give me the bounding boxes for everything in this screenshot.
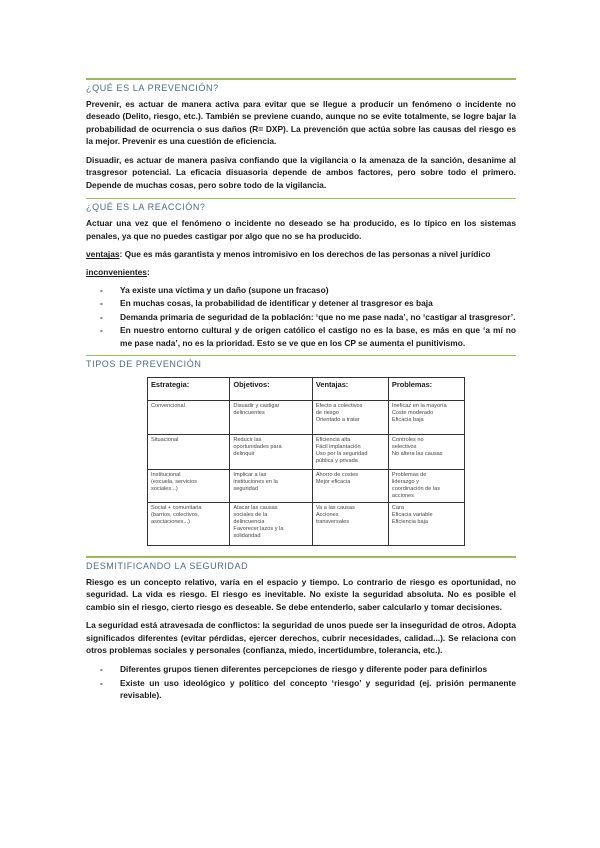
table-cell-line: Favorecer lazos y la (233, 526, 284, 532)
section-heading-reaccion: ¿QUÉ ES LA REACCIÓN? (86, 202, 206, 213)
section-rule (86, 78, 516, 80)
table-header: Ventajas: (312, 378, 388, 401)
prevention-types-table (147, 377, 465, 546)
table-cell-line: Reducir las (233, 437, 262, 443)
inconvenientes-list (86, 284, 516, 350)
table-cell (230, 435, 312, 470)
desmitificando-paragraph-1: Riesgo es un concepto relativo, varía en el espacio y tiempo. Lo contrario de riesgo es oportunidad, no seguridad. La vida es riesgo. El riesgo es inevitable. No existe la seguridad absoluta. No es posible el cambio sin el riesgo, cierto riesgo es deseable. Se debe entenderlo, saber calcularlo y tomar decisiones. (86, 576, 516, 612)
desmitificando-paragraph-2: La seguridad está atravesada de conflictos: la seguridad de unos puede ser la inseguridad de otros. Adopta significados diferentes (evitar pérdidas, ejercer derechos, cubrir necesidades, calidad...). Se relaciona con otros problemas sociales y personales (confianza, miedo, incertidumbre, tolerancia, etc.). (86, 620, 516, 656)
table-cell-line: asociaciones...) (151, 519, 190, 525)
ventajas-label: ventajas (86, 249, 120, 260)
table-cell-line: de riesgo (315, 410, 339, 416)
table-cell (148, 503, 230, 546)
table-cell-line: instituciones en la (233, 479, 278, 485)
table-cell-line: Acciones (315, 512, 339, 518)
table-cell-line: coordinación de las (391, 486, 441, 492)
table-cell-line: Eficacia variable (391, 512, 433, 518)
section-heading-tipos: TIPOS DE PREVENCIÓN (86, 359, 202, 369)
table-row (148, 470, 465, 503)
ventajas-line (86, 248, 516, 261)
table-header-row (148, 378, 465, 401)
table-cell-line: oportunidades para (233, 444, 282, 450)
table-header: Problemas: (388, 378, 464, 401)
table-cell-line: Efecto a colectivos (315, 403, 363, 409)
table-cell-line: seguridad (233, 486, 258, 492)
table-cell-line: Implicar a las (233, 472, 267, 478)
list-item: - Demanda primaria de seguridad de la población: ‘que no me pase nada’, no ‘castigar al trasgresor’. (86, 311, 516, 324)
list-item: - Existe un uso ideológico y político del concepto ‘riesgo’ y seguridad (ej. prisión permanente revisable). (86, 677, 516, 702)
table-cell-line: Va a las causas (315, 505, 355, 511)
prevencion-paragraph-1: Prevenir, es actuar de manera activa para evitar que se llegue a producir un fenómeno o incidente no deseado (Delito, riesgo, etc.). También se previene cuando, aunque no se evite totalmente, se logre bajar la probabilidad de ocurrencia o sus daños (R= DXP). La prevención que actúa sobre las causas del riesgo es la mejor. Prevenir es una cuestión de eficiencia. (86, 98, 516, 147)
table-cell (148, 401, 230, 435)
prevention-types-table-wrap (147, 377, 465, 546)
inconvenientes-colon: : (146, 266, 150, 277)
table-cell-line: sociales...) (151, 486, 178, 492)
table-cell-line: (escuela, servicios (151, 479, 198, 485)
reaccion-paragraph: Actuar una vez que el fenómeno o incidente no deseado se ha producido, es lo típico en los sistemas penales, ya que no puedes castigar por algo que no se ha producido. (86, 218, 516, 241)
table-cell (388, 470, 464, 503)
desmitificando-list (86, 663, 516, 702)
table-cell-line: Ineficaz en la mayoría (391, 403, 447, 409)
table-cell-line: transversales (315, 519, 350, 525)
table-cell-line: sociales de la (233, 512, 268, 518)
table-cell (312, 470, 388, 503)
table-cell-line: Institucional (151, 472, 181, 478)
inconvenientes-line (86, 266, 516, 279)
list-item: - Ya existe una víctima y un daño (supone un fracaso) (86, 284, 516, 297)
table-row (148, 401, 465, 435)
table-row (148, 503, 465, 546)
table-cell-line: Social + comunitaria (151, 505, 202, 511)
table-cell-line: No altera las causas (391, 451, 443, 457)
table-cell-line: delincuentes (233, 410, 265, 416)
list-item: - En nuestro entorno cultural y de origen católico el castigo no es la base, es más en que ‘a mí no me pase nada’, no es la prioridad. Esto se ve que en los CP se aumenta el punitivismo. (86, 324, 516, 349)
table-cell-line: Convencional (151, 403, 185, 409)
section-rule (86, 355, 516, 357)
section-heading-desmitificando: DESMITIFICANDO LA SEGURIDAD (86, 560, 249, 571)
table-cell-line: acciones (391, 493, 414, 499)
table-cell-line: Mejor eficacia (315, 479, 351, 485)
table-row (148, 435, 465, 470)
table-cell-line: selectivos (391, 444, 417, 450)
table-cell (388, 401, 464, 435)
document-page (86, 78, 516, 707)
table-cell-line: pública y privada (315, 458, 358, 464)
table-cell (388, 503, 464, 546)
table-cell-line: Cara (391, 505, 405, 511)
section-rule (86, 198, 516, 200)
table-body (148, 401, 465, 546)
table-cell (230, 470, 312, 503)
table-cell (312, 401, 388, 435)
table-cell-line: Eficiencia alta (315, 437, 351, 443)
inconvenientes-label: inconvenientes (86, 266, 147, 277)
table-cell (148, 470, 230, 503)
table-cell-line: Disuadir y castigar (233, 403, 280, 409)
table-cell-line: Situacional (151, 437, 179, 443)
prevencion-paragraph-2: Disuadir, es actuar de manera pasiva confiando que la vigilancia o la amenaza de la sanción, desanime al trasgresor potencial. La eficacia disuasoria depende de ambos factores, pero sobre todo el primero. Depende de muchas cosas, pero sobre todo de la vigilancia. (86, 154, 516, 191)
table-cell (148, 435, 230, 470)
table-cell-line: Uso por la seguridad (315, 451, 368, 457)
table-cell (230, 401, 312, 435)
table-cell-line: Orientado a tratar (315, 417, 360, 423)
table-cell (312, 503, 388, 546)
table-cell-line: liderazgo y (391, 479, 419, 485)
table-cell-line: Fácil implantación (315, 444, 361, 450)
table-cell-line: Controles no (391, 437, 424, 443)
table-cell-line: delincuencia (233, 519, 265, 525)
table-cell (388, 435, 464, 470)
list-item: - Diferentes grupos tienen diferentes percepciones de riesgo y diferente poder para definirlos (86, 663, 516, 676)
section-rule (86, 556, 516, 558)
table-header: Objetivos: (230, 378, 312, 401)
table-cell-line: Coste moderado (391, 410, 434, 416)
table-cell-line: Eficiencia baja (391, 519, 428, 525)
table-cell-line: Atacar las causas (233, 505, 278, 511)
table-cell-line: solidaridad (233, 533, 261, 539)
section-heading-prevencion: ¿QUÉ ES LA PREVENCIÓN? (86, 82, 219, 93)
list-item: - En muchas cosas, la probabilidad de identificar y detener al trasgresor es baja (86, 297, 516, 310)
ventajas-text: : Que es más garantista y menos intromisivo en los derechos de las personas a nivel jurídico (119, 249, 491, 260)
table-cell-line: Ahorro de costes (315, 472, 359, 478)
table-cell-line: delinquir (233, 451, 255, 457)
table-cell (312, 435, 388, 470)
table-cell-line: (barrios, colectivos, (151, 512, 200, 518)
table-cell-line: Problemas de (391, 472, 427, 478)
table-cell-line: Eficacia baja (391, 417, 424, 423)
table-header: Estrategia: (148, 378, 230, 401)
table-cell (230, 503, 312, 546)
